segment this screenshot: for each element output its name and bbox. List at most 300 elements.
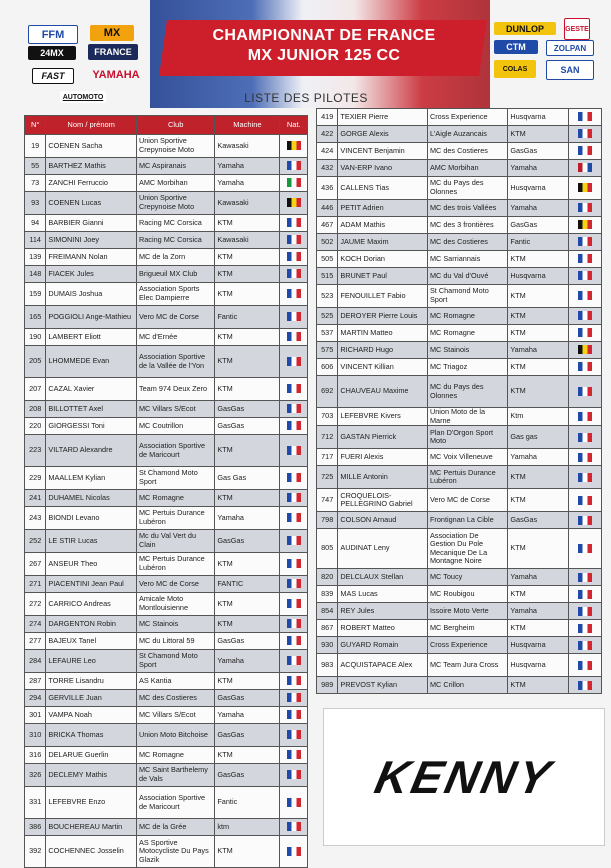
rider-number: 983: [317, 654, 338, 677]
fast-logo: FAST: [32, 68, 74, 84]
rider-nationality: [569, 603, 602, 620]
rider-club: MC des Costieres: [427, 234, 507, 251]
table-row: [25, 435, 308, 467]
rider-name: RICHARD Hugo: [338, 342, 428, 359]
rider-club: L'Aigle Auzancais: [427, 126, 507, 143]
rider-nationality: [569, 677, 602, 694]
table-row: [317, 325, 602, 342]
flag-icon: [287, 599, 301, 608]
table-row: [25, 192, 308, 215]
flag-icon: [287, 847, 301, 856]
flag-icon: [578, 271, 592, 280]
rider-machine: KTM: [508, 376, 569, 408]
rider-machine: KTM: [215, 616, 280, 633]
rider-number: 190: [25, 329, 46, 346]
rider-name: ROBERT Matteo: [338, 620, 428, 637]
rider-name: POGGIOLI Ange-Mathieu: [46, 306, 137, 329]
rider-name: TEXIER Pierre: [338, 109, 428, 126]
rider-nationality: [280, 378, 308, 401]
rider-nationality: [280, 249, 308, 266]
rider-club: Association Sports Elec Dampierre: [136, 283, 214, 306]
rider-club: MC Romagne: [427, 308, 507, 325]
dunlop-logo: DUNLOP: [494, 22, 556, 35]
table-row: [317, 408, 602, 426]
table-row: [25, 467, 308, 490]
flag-icon: [287, 513, 301, 522]
flag-icon: [287, 676, 301, 685]
rider-machine: GasGas: [215, 633, 280, 650]
flag-icon: [287, 421, 301, 430]
table-row: [25, 724, 308, 747]
rider-number: 326: [25, 764, 46, 787]
rider-number: 114: [25, 232, 46, 249]
rider-machine: Yamaha: [215, 175, 280, 192]
table-row: [317, 200, 602, 217]
rider-nationality: [569, 126, 602, 143]
rider-nationality: [569, 160, 602, 177]
table-row: [317, 376, 602, 408]
flag-icon: [287, 289, 301, 298]
rider-club: Cross Experience: [427, 637, 507, 654]
table-row: [25, 490, 308, 507]
rider-machine: KTM: [215, 593, 280, 616]
table-row: [25, 690, 308, 707]
yamaha-logo: YAMAHA: [92, 69, 140, 81]
rider-name: DELARUE Guerlin: [46, 747, 137, 764]
table-row: [25, 673, 308, 690]
rider-name: GERVILLE Juan: [46, 690, 137, 707]
rider-nationality: [569, 569, 602, 586]
rider-nationality: [280, 192, 308, 215]
rider-number: 301: [25, 707, 46, 724]
flag-icon: [287, 536, 301, 545]
rider-nationality: [280, 633, 308, 650]
flag-icon: [287, 693, 301, 702]
rider-club: MC Team Jura Cross: [427, 654, 507, 677]
rider-number: 867: [317, 620, 338, 637]
rider-number: 392: [25, 836, 46, 868]
rider-machine: Husqvarna: [508, 654, 569, 677]
table-row: [25, 266, 308, 283]
rider-club: AS Sportive Motocycliste Du Pays Glazik: [136, 836, 214, 868]
rider-machine: GasGas: [508, 217, 569, 234]
rider-club: MC Crillon: [427, 677, 507, 694]
table-row: [317, 449, 602, 466]
rider-nationality: [569, 109, 602, 126]
col-machine-header: Machine: [215, 116, 280, 135]
table-row: [317, 143, 602, 160]
rider-club: AS Kantia: [136, 673, 214, 690]
rider-number: 284: [25, 650, 46, 673]
rider-name: BARTHEZ Mathis: [46, 158, 137, 175]
table-row: [25, 158, 308, 175]
rider-nationality: [280, 616, 308, 633]
rider-name: LEFEBVRE Enzo: [46, 787, 137, 819]
rider-machine: Yamaha: [215, 507, 280, 530]
col-nat-header: Nat.: [280, 116, 308, 135]
rider-number: 424: [317, 143, 338, 160]
rider-machine: KTM: [215, 329, 280, 346]
rider-machine: FANTIC: [215, 576, 280, 593]
rider-nationality: [569, 637, 602, 654]
kenny-advertisement: [323, 708, 605, 846]
rider-name: LEFAURE Leo: [46, 650, 137, 673]
rider-machine: Fantic: [215, 306, 280, 329]
table-row: [317, 426, 602, 449]
rider-number: 139: [25, 249, 46, 266]
flag-icon: [578, 496, 592, 505]
rider-name: CALLENS Tias: [338, 177, 428, 200]
rider-club: MC Villars S/Ecot: [136, 707, 214, 724]
rider-name: ACQUISTAPACE Alex: [338, 654, 428, 677]
rider-number: 820: [317, 569, 338, 586]
rider-name: LEFEBVRE Kivers: [338, 408, 428, 426]
ctm-logo: CTM: [494, 40, 538, 54]
rider-nationality: [280, 553, 308, 576]
flag-icon: [287, 269, 301, 278]
table-row: [25, 249, 308, 266]
rider-number: 386: [25, 819, 46, 836]
rider-number: 930: [317, 637, 338, 654]
flag-icon: [287, 636, 301, 645]
rider-machine: Yamaha: [508, 342, 569, 359]
rider-machine: GasGas: [215, 764, 280, 787]
rider-nationality: [569, 251, 602, 268]
rider-number: 310: [25, 724, 46, 747]
table-row: [25, 175, 308, 192]
rider-number: 223: [25, 435, 46, 467]
rider-name: DARGENTON Robin: [46, 616, 137, 633]
flag-icon: [578, 112, 592, 121]
table-row: [317, 529, 602, 569]
table-row: [25, 616, 308, 633]
rider-club: Association Sportive de la Vallée de l'Yon: [136, 346, 214, 378]
rider-name: GIORGESSI Toni: [46, 418, 137, 435]
flag-icon: [287, 579, 301, 588]
table-row: [25, 553, 308, 576]
rider-machine: KTM: [508, 677, 569, 694]
rider-club: Team 974 Deux Zero: [136, 378, 214, 401]
flag-icon: [287, 312, 301, 321]
rider-name: DELCLAUX Stellan: [338, 569, 428, 586]
rider-machine: KTM: [215, 490, 280, 507]
rider-club: MC Roubigou: [427, 586, 507, 603]
rider-number: 94: [25, 215, 46, 232]
table-row: [25, 836, 308, 868]
table-row: [25, 764, 308, 787]
rider-number: 331: [25, 787, 46, 819]
rider-number: 19: [25, 135, 46, 158]
rider-club: MC d'Ernée: [136, 329, 214, 346]
rider-machine: KTM: [508, 126, 569, 143]
rider-name: PIACENTINI Jean Paul: [46, 576, 137, 593]
flag-icon: [287, 798, 301, 807]
rider-club: Union Moto de la Marne: [427, 408, 507, 426]
rider-machine: KTM: [215, 266, 280, 283]
rider-machine: GasGas: [508, 512, 569, 529]
rider-number: 712: [317, 426, 338, 449]
rider-name: COENEN Lucas: [46, 192, 137, 215]
flag-icon: [287, 750, 301, 759]
rider-machine: Fantic: [215, 787, 280, 819]
rider-nationality: [569, 234, 602, 251]
rider-name: VINCENT Killian: [338, 359, 428, 376]
rider-name: VILTARD Alexandre: [46, 435, 137, 467]
table-row: [25, 507, 308, 530]
flag-icon: [287, 559, 301, 568]
rider-machine: KTM: [215, 283, 280, 306]
rider-number: 208: [25, 401, 46, 418]
table-row: [25, 530, 308, 553]
rider-machine: Yamaha: [508, 569, 569, 586]
rider-club: MC de la Grée: [136, 819, 214, 836]
rider-name: LHOMMEDE Evan: [46, 346, 137, 378]
rider-name: FREIMANN Nolan: [46, 249, 137, 266]
rider-club: Brigueuil MX Club: [136, 266, 214, 283]
riders-table-right: [316, 108, 602, 694]
table-row: [317, 342, 602, 359]
rider-number: 241: [25, 490, 46, 507]
rider-number: 523: [317, 285, 338, 308]
rider-name: PREVOST Kylian: [338, 677, 428, 694]
rider-machine: Yamaha: [508, 603, 569, 620]
flag-icon: [578, 146, 592, 155]
table-row: [317, 466, 602, 489]
rider-number: 205: [25, 346, 46, 378]
rider-club: MC des Costieres: [136, 690, 214, 707]
rider-machine: KTM: [215, 215, 280, 232]
flag-icon: [578, 387, 592, 396]
flag-icon: [287, 161, 301, 170]
rider-nationality: [569, 529, 602, 569]
table-row: [317, 109, 602, 126]
rider-name: VINCENT Benjamin: [338, 143, 428, 160]
rider-nationality: [569, 408, 602, 426]
flag-icon: [287, 252, 301, 261]
flag-icon: [578, 345, 592, 354]
table-row: [317, 177, 602, 200]
table-row: [317, 603, 602, 620]
flag-icon: [578, 412, 592, 421]
rider-machine: GasGas: [508, 143, 569, 160]
rider-number: 515: [317, 268, 338, 285]
rider-number: 703: [317, 408, 338, 426]
rider-club: MC Pertuis Durance Lubéron: [136, 507, 214, 530]
rider-nationality: [280, 724, 308, 747]
rider-name: DECLEMY Mathis: [46, 764, 137, 787]
rider-club: MC Voix Villeneuve: [427, 449, 507, 466]
rider-nationality: [569, 449, 602, 466]
rider-nationality: [280, 650, 308, 673]
rider-name: CAZAL Xavier: [46, 378, 137, 401]
rider-name: DEROYER Pierre Louis: [338, 308, 428, 325]
rider-nationality: [280, 135, 308, 158]
rider-name: TORRE Lisandru: [46, 673, 137, 690]
riders-table-left: [24, 115, 308, 868]
rider-name: JAUME Maxim: [338, 234, 428, 251]
table-row: [25, 401, 308, 418]
table-row: [317, 359, 602, 376]
rider-number: 854: [317, 603, 338, 620]
rider-name: MARTIN Matteo: [338, 325, 428, 342]
rider-nationality: [569, 325, 602, 342]
rider-number: 575: [317, 342, 338, 359]
rider-name: VAMPA Noah: [46, 707, 137, 724]
rider-club: Union Sportive Crepynoise Moto: [136, 192, 214, 215]
flag-icon: [578, 311, 592, 320]
rider-nationality: [569, 177, 602, 200]
rider-machine: GasGas: [215, 530, 280, 553]
table-row: [25, 787, 308, 819]
table-row: [25, 747, 308, 764]
rider-name: DUMAIS Joshua: [46, 283, 137, 306]
rider-number: 287: [25, 673, 46, 690]
flag-icon: [287, 619, 301, 628]
rider-club: Union Sportive Crepynoise Moto: [136, 135, 214, 158]
rider-machine: Husqvarna: [508, 177, 569, 200]
rider-nationality: [280, 158, 308, 175]
flag-icon: [287, 218, 301, 227]
table-row: [317, 234, 602, 251]
flag-icon: [578, 544, 592, 553]
table-row: [25, 418, 308, 435]
rider-club: Racing MC Corsica: [136, 215, 214, 232]
rider-machine: KTM: [215, 836, 280, 868]
rider-number: 692: [317, 376, 338, 408]
rider-machine: Kawasaki: [215, 232, 280, 249]
rider-number: 274: [25, 616, 46, 633]
flag-icon: [287, 730, 301, 739]
table-row: [25, 633, 308, 650]
rider-name: BARBIER Gianni: [46, 215, 137, 232]
table-row: [317, 637, 602, 654]
rider-number: 839: [317, 586, 338, 603]
table-row: [25, 346, 308, 378]
rider-number: 537: [317, 325, 338, 342]
rider-nationality: [280, 306, 308, 329]
rider-number: 148: [25, 266, 46, 283]
rider-machine: Gas Gas: [215, 467, 280, 490]
rider-nationality: [569, 359, 602, 376]
rider-machine: KTM: [215, 553, 280, 576]
rider-number: 272: [25, 593, 46, 616]
rider-machine: Husqvarna: [508, 637, 569, 654]
title-line-2: MX JUNIOR 125 CC: [247, 47, 401, 64]
rider-nationality: [569, 489, 602, 512]
rider-name: KOCH Dorian: [338, 251, 428, 268]
rider-name: VAN-ERP Ivano: [338, 160, 428, 177]
rider-machine: KTM: [508, 529, 569, 569]
flag-icon: [287, 770, 301, 779]
rider-number: 93: [25, 192, 46, 215]
table-row: [317, 586, 602, 603]
rider-number: 165: [25, 306, 46, 329]
rider-nationality: [280, 576, 308, 593]
rider-nationality: [280, 175, 308, 192]
rider-name: ANSEUR Theo: [46, 553, 137, 576]
rider-machine: KTM: [508, 359, 569, 376]
rider-machine: Husqvarna: [508, 268, 569, 285]
rider-machine: Yamaha: [508, 200, 569, 217]
rider-machine: KTM: [215, 378, 280, 401]
flag-icon: [578, 641, 592, 650]
rider-club: Vero MC de Corse: [136, 306, 214, 329]
table-row: [317, 308, 602, 325]
rider-machine: KTM: [508, 308, 569, 325]
rider-name: BRICKA Thomas: [46, 724, 137, 747]
rider-name: BILLOTTET Axel: [46, 401, 137, 418]
rider-club: MC Romagne: [427, 325, 507, 342]
rider-club: MC Romagne: [136, 490, 214, 507]
table-row: [317, 677, 602, 694]
rider-nationality: [569, 620, 602, 637]
flag-icon: [578, 661, 592, 670]
rider-machine: Yamaha: [215, 650, 280, 673]
rider-club: MC des trois Vallées: [427, 200, 507, 217]
flag-icon: [578, 453, 592, 462]
rider-name: MAALLEM Kylian: [46, 467, 137, 490]
rider-name: AUDINAT Leny: [338, 529, 428, 569]
flag-icon: [287, 198, 301, 207]
rider-machine: KTM: [508, 489, 569, 512]
rider-club: MC Saint Barthelemy de Vals: [136, 764, 214, 787]
france-equipements-logo: FRANCE: [88, 44, 138, 60]
rider-name: BOUCHEREAU Martin: [46, 819, 137, 836]
rider-number: 271: [25, 576, 46, 593]
rider-name: LE STIR Lucas: [46, 530, 137, 553]
san-logo: SAN: [546, 60, 594, 80]
flag-icon: [578, 129, 592, 138]
rider-name: CARRICO Andreas: [46, 593, 137, 616]
rider-nationality: [569, 308, 602, 325]
rider-nationality: [280, 764, 308, 787]
rider-club: MC du Pays des Olonnes: [427, 376, 507, 408]
table-row: [317, 217, 602, 234]
rider-club: MC Pertuis Durance Lubéron: [136, 553, 214, 576]
rider-nationality: [280, 215, 308, 232]
rider-club: MC du Pays des Olonnes: [427, 177, 507, 200]
rider-number: 717: [317, 449, 338, 466]
rider-club: MC Coutrillon: [136, 418, 214, 435]
rider-club: MC des 3 frontières: [427, 217, 507, 234]
rider-number: 446: [317, 200, 338, 217]
flag-icon: [578, 254, 592, 263]
rider-nationality: [280, 673, 308, 690]
rider-nationality: [280, 467, 308, 490]
rider-nationality: [280, 836, 308, 868]
rider-name: ZANCHI Ferruccio: [46, 175, 137, 192]
rider-name: COENEN Sacha: [46, 135, 137, 158]
24mx-logo: 24MX: [28, 46, 76, 60]
rider-machine: ktm: [215, 819, 280, 836]
table-row: [317, 569, 602, 586]
rider-machine: GasGas: [215, 401, 280, 418]
flag-icon: [287, 357, 301, 366]
flag-icon: [287, 404, 301, 413]
rider-nationality: [280, 418, 308, 435]
rider-number: 525: [317, 308, 338, 325]
table-row: [317, 160, 602, 177]
rider-nationality: [280, 530, 308, 553]
table-row: [25, 329, 308, 346]
table-row: [25, 378, 308, 401]
rider-nationality: [569, 285, 602, 308]
rider-machine: KTM: [508, 620, 569, 637]
rider-machine: KTM: [215, 747, 280, 764]
flag-icon: [578, 291, 592, 300]
rider-name: BIONDI Levano: [46, 507, 137, 530]
rider-name: ADAM Mathis: [338, 217, 428, 234]
